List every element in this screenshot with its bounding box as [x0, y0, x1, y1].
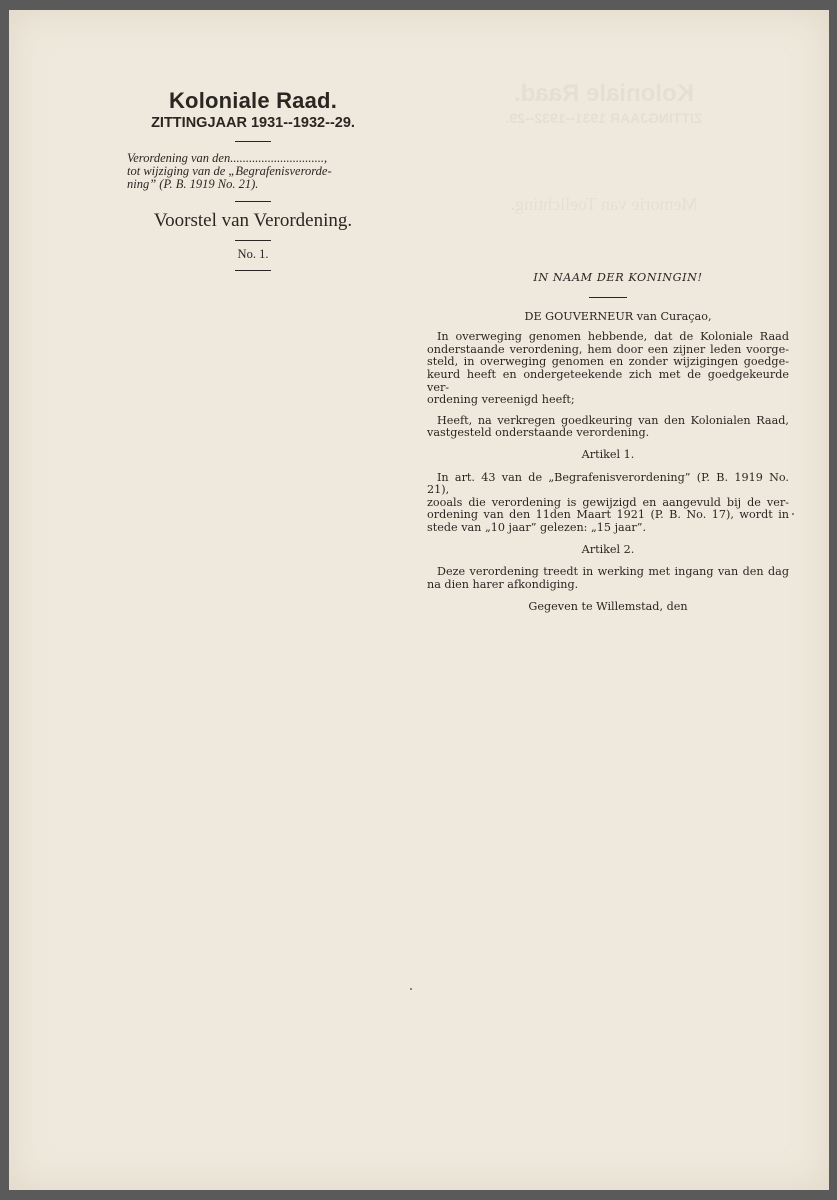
paragraph-preamble: [427, 331, 789, 407]
bleed-through-session: ZITTINGJAAR 1931--1932--29.: [505, 110, 703, 126]
text-line: Deze verordening treedt in werking met ingang van den dag: [437, 565, 789, 579]
proposal-title: Voorstel van Verordening.: [153, 210, 353, 231]
divider: [235, 270, 271, 271]
text-line: ordening vereenigd heeft;: [427, 393, 575, 407]
governor-heading: DE GOUVERNEUR van Curaçao,: [524, 309, 712, 323]
text-line: ordening van den 11den Maart 1921 (P. B. No. 17), wordt in: [427, 508, 789, 522]
council-title: Koloniale Raad.: [168, 88, 338, 113]
text-line: keurd heeft en ondergeteekende zich met de goedgekeurde ver-: [427, 367, 789, 394]
paragraph-enactment: [427, 415, 789, 440]
article-1-heading: Artikel 1.: [581, 447, 635, 461]
text-line: In overweging genomen hebbende, dat de Koloniale Raad: [437, 330, 789, 344]
text-line: stede van „10 jaar” gelezen: „15 jaar”.: [427, 520, 647, 534]
document-header: [119, 88, 387, 279]
bleed-through-title: Koloniale Raad.: [513, 80, 695, 107]
ordinance-line: tot wijziging van de „Begrafenisverorde-: [127, 164, 332, 178]
article-2-heading: Artikel 2.: [581, 542, 635, 556]
invocation: IN NAAM DER KONINGIN!: [533, 271, 703, 284]
given-at-line: Gegeven te Willemstad, den: [528, 600, 688, 614]
text-line: steld, in overweging genomen en zonder wijzigingen goedge-: [427, 355, 789, 369]
ordinance-description: [127, 152, 387, 191]
text-line: Heeft, na verkregen goedkeuring van den Kolonialen Raad,: [437, 413, 789, 427]
text-line: zooals die verordening is gewijzigd en aangevuld bij de ver-: [427, 495, 789, 509]
paper-speck: [792, 513, 794, 515]
ordinance-line: ning” (P. B. 1919 No. 21).: [127, 177, 259, 191]
bleed-through-proposal: Memorie van Toelichting.: [510, 194, 698, 214]
bleed-through-text: [479, 80, 729, 215]
divider: [589, 297, 627, 298]
paper-speck: [410, 988, 412, 990]
divider: [235, 240, 271, 241]
ordinance-body: [427, 272, 789, 614]
text-line: vastgesteld onderstaande verordening.: [427, 426, 650, 440]
ordinance-line: Verordening van den..............................,: [127, 151, 328, 165]
document-number: No. 1.: [237, 247, 269, 261]
article-2-text: [427, 566, 789, 591]
session-year: ZITTINGJAAR 1931--1932--29.: [151, 115, 355, 131]
divider: [235, 141, 271, 142]
divider: [235, 201, 271, 202]
text-line: In art. 43 van de „Begrafenisverordening” (P. B. 1919 No. 21),: [427, 470, 789, 497]
text-line: na dien harer afkondiging.: [427, 577, 579, 591]
document-page: [9, 10, 829, 1190]
text-line: onderstaande verordening, hem door een zijner leden voorge-: [427, 342, 789, 356]
article-1-text: [427, 472, 789, 535]
